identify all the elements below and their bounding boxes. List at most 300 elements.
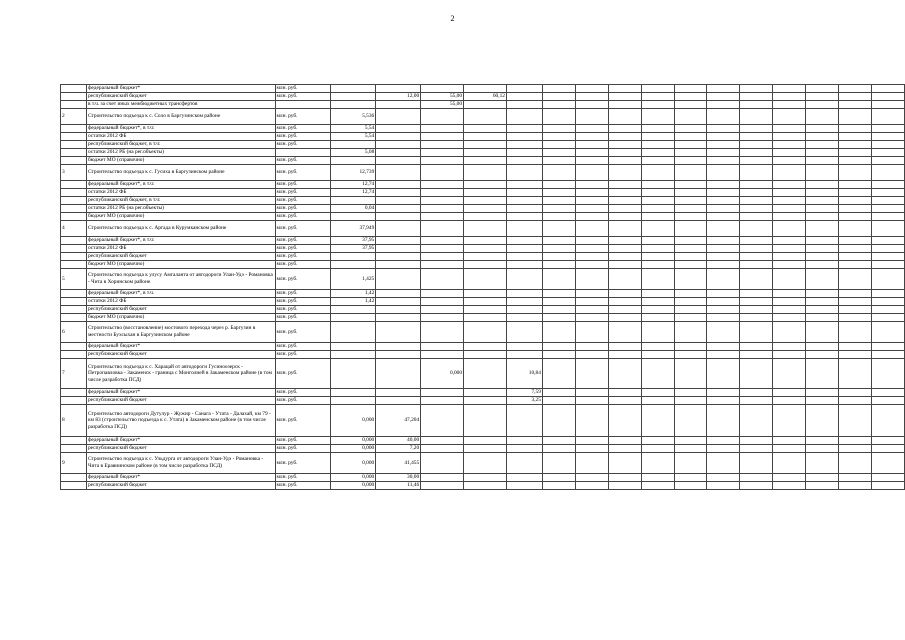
item-name-cell: федеральный бюджет* <box>86 437 275 445</box>
empty-cell <box>871 359 904 389</box>
empty-cell <box>773 474 806 482</box>
value-cell <box>506 165 542 181</box>
empty-cell <box>806 445 839 453</box>
empty-cell <box>575 245 608 253</box>
empty-cell <box>674 93 707 101</box>
unit-cell: млн. руб. <box>275 437 331 445</box>
value-cell <box>464 245 507 253</box>
table-row <box>61 290 905 298</box>
empty-cell <box>674 453 707 474</box>
value-cell <box>506 474 542 482</box>
empty-cell <box>806 149 839 157</box>
item-name-cell: бюджет МО (справочно) <box>86 157 275 165</box>
empty-cell <box>707 221 740 237</box>
empty-cell <box>542 205 575 213</box>
empty-cell <box>542 149 575 157</box>
row-number-cell <box>61 237 87 245</box>
row-number-cell <box>61 85 87 93</box>
value-cell <box>421 343 464 351</box>
table-row <box>61 213 905 221</box>
value-cell <box>376 269 421 290</box>
empty-cell <box>674 157 707 165</box>
empty-cell <box>542 197 575 205</box>
value-cell <box>464 85 507 93</box>
empty-cell <box>806 133 839 141</box>
value-cell <box>376 253 421 261</box>
value-cell <box>464 221 507 237</box>
value-cell <box>421 453 464 474</box>
table-row <box>61 437 905 445</box>
value-cell: 37,949 <box>331 221 376 237</box>
empty-cell <box>641 474 674 482</box>
empty-cell <box>707 445 740 453</box>
value-cell <box>464 189 507 197</box>
empty-cell <box>773 245 806 253</box>
page-number: 2 <box>450 14 455 23</box>
empty-cell <box>641 245 674 253</box>
empty-cell <box>871 141 904 149</box>
empty-cell <box>740 181 773 189</box>
value-cell: 37,95 <box>331 245 376 253</box>
empty-cell <box>542 314 575 322</box>
empty-cell <box>773 205 806 213</box>
empty-cell <box>542 141 575 149</box>
empty-cell <box>740 149 773 157</box>
value-cell <box>506 343 542 351</box>
empty-cell <box>839 322 872 343</box>
empty-cell <box>641 437 674 445</box>
item-name-cell: республиканский бюджет <box>86 445 275 453</box>
empty-cell <box>871 189 904 197</box>
empty-cell <box>608 322 641 343</box>
item-name-cell: Строительство автодороги Дутулур - Жужир - Санага - Утата - Далахай, км 79 - км 83 (строительство подъезда к с. Утата) в Закаменском районе (в том числе разработка ПСД) <box>86 405 275 437</box>
empty-cell <box>707 109 740 125</box>
empty-cell <box>839 125 872 133</box>
empty-cell <box>707 298 740 306</box>
row-number-cell <box>61 298 87 306</box>
empty-cell <box>674 445 707 453</box>
value-cell <box>421 397 464 405</box>
row-number-cell <box>61 213 87 221</box>
item-name-cell: Строительство подъезда к с. Ульдурга от автодороги Улан-Удэ - Романовка - Чита в Еравнинском районе (в том числе разработка ПСД) <box>86 453 275 474</box>
item-name-cell: бюджет МО (справочно) <box>86 261 275 269</box>
value-cell <box>464 343 507 351</box>
empty-cell <box>674 482 707 490</box>
empty-cell <box>542 253 575 261</box>
empty-cell <box>839 109 872 125</box>
table-row <box>61 125 905 133</box>
value-cell <box>464 125 507 133</box>
item-name-cell: остатки 2012 РБ (на рег.объекты) <box>86 205 275 213</box>
empty-cell <box>641 165 674 181</box>
unit-cell: млн. руб. <box>275 269 331 290</box>
value-cell <box>506 149 542 157</box>
value-cell <box>376 213 421 221</box>
empty-cell <box>740 245 773 253</box>
empty-cell <box>839 189 872 197</box>
empty-cell <box>608 290 641 298</box>
empty-cell <box>740 189 773 197</box>
value-cell <box>464 269 507 290</box>
value-cell <box>464 405 507 437</box>
row-number-cell: 8 <box>61 405 87 437</box>
empty-cell <box>871 149 904 157</box>
empty-cell <box>575 141 608 149</box>
unit-cell: млн. руб. <box>275 125 331 133</box>
empty-cell <box>806 269 839 290</box>
unit-cell: млн. руб. <box>275 221 331 237</box>
empty-cell <box>707 245 740 253</box>
value-cell <box>464 141 507 149</box>
empty-cell <box>674 205 707 213</box>
empty-cell <box>674 213 707 221</box>
empty-cell <box>542 165 575 181</box>
value-cell <box>506 453 542 474</box>
empty-cell <box>575 453 608 474</box>
empty-cell <box>641 237 674 245</box>
value-cell <box>331 93 376 101</box>
row-number-cell <box>61 189 87 197</box>
value-cell: 0,000 <box>331 482 376 490</box>
unit-cell: млн. руб. <box>275 93 331 101</box>
empty-cell <box>740 359 773 389</box>
row-number-cell <box>61 290 87 298</box>
table-row <box>61 453 905 474</box>
empty-cell <box>871 165 904 181</box>
empty-cell <box>674 322 707 343</box>
empty-cell <box>871 306 904 314</box>
empty-cell <box>707 269 740 290</box>
item-name-cell: федеральный бюджет*, в т.ч: <box>86 237 275 245</box>
table-row <box>61 181 905 189</box>
value-cell <box>464 205 507 213</box>
value-cell: 12,74 <box>331 189 376 197</box>
empty-cell <box>674 189 707 197</box>
value-cell <box>464 306 507 314</box>
value-cell <box>376 221 421 237</box>
value-cell <box>464 261 507 269</box>
table-row <box>61 298 905 306</box>
value-cell <box>464 359 507 389</box>
empty-cell <box>641 253 674 261</box>
value-cell: 55,00 <box>421 101 464 109</box>
empty-cell <box>839 290 872 298</box>
value-cell <box>421 253 464 261</box>
empty-cell <box>740 237 773 245</box>
unit-cell: млн. руб. <box>275 359 331 389</box>
empty-cell <box>575 389 608 397</box>
empty-cell <box>674 405 707 437</box>
empty-cell <box>839 351 872 359</box>
row-number-cell <box>61 351 87 359</box>
unit-cell: млн. руб. <box>275 453 331 474</box>
empty-cell <box>575 205 608 213</box>
unit-cell: млн. руб. <box>275 322 331 343</box>
value-cell <box>376 109 421 125</box>
empty-cell <box>773 343 806 351</box>
empty-cell <box>575 482 608 490</box>
empty-cell <box>674 397 707 405</box>
empty-cell <box>871 245 904 253</box>
value-cell: 30,00 <box>376 474 421 482</box>
budget-table <box>60 84 905 490</box>
empty-cell <box>839 85 872 93</box>
value-cell: 37,95 <box>331 237 376 245</box>
item-name-cell: республиканский бюджет <box>86 306 275 314</box>
unit-cell <box>275 101 331 109</box>
unit-cell: млн. руб. <box>275 343 331 351</box>
empty-cell <box>608 437 641 445</box>
empty-cell <box>871 322 904 343</box>
empty-cell <box>740 141 773 149</box>
empty-cell <box>575 197 608 205</box>
empty-cell <box>608 397 641 405</box>
empty-cell <box>608 474 641 482</box>
empty-cell <box>542 306 575 314</box>
empty-cell <box>542 261 575 269</box>
empty-cell <box>871 221 904 237</box>
empty-cell <box>542 181 575 189</box>
empty-cell <box>740 157 773 165</box>
value-cell <box>506 245 542 253</box>
item-name-cell: республиканский бюджет <box>86 93 275 101</box>
item-name-cell: федеральный бюджет* <box>86 343 275 351</box>
empty-cell <box>707 125 740 133</box>
empty-cell <box>773 453 806 474</box>
empty-cell <box>806 351 839 359</box>
table-row <box>61 197 905 205</box>
value-cell <box>506 314 542 322</box>
empty-cell <box>641 359 674 389</box>
unit-cell: млн. руб. <box>275 445 331 453</box>
empty-cell <box>575 253 608 261</box>
empty-cell <box>839 306 872 314</box>
empty-cell <box>575 221 608 237</box>
empty-cell <box>707 397 740 405</box>
empty-cell <box>575 189 608 197</box>
row-number-cell <box>61 245 87 253</box>
empty-cell <box>773 290 806 298</box>
empty-cell <box>674 101 707 109</box>
empty-cell <box>707 157 740 165</box>
empty-cell <box>871 474 904 482</box>
empty-cell <box>542 85 575 93</box>
item-name-cell: Строительство подъезда к с. Гусиха в Баргузинском районе <box>86 165 275 181</box>
empty-cell <box>839 405 872 437</box>
value-cell <box>421 314 464 322</box>
item-name-cell: Строительство (восстановление) мостового перехода через р. Баргузин в местности Бухсыхан в Баргузинском районе <box>86 322 275 343</box>
unit-cell: млн. руб. <box>275 213 331 221</box>
empty-cell <box>608 343 641 351</box>
value-cell: 5,54 <box>331 133 376 141</box>
empty-cell <box>773 141 806 149</box>
value-cell <box>464 101 507 109</box>
empty-cell <box>871 213 904 221</box>
empty-cell <box>707 405 740 437</box>
empty-cell <box>806 197 839 205</box>
row-number-cell: 3 <box>61 165 87 181</box>
value-cell: 7,20 <box>376 445 421 453</box>
item-name-cell: федеральный бюджет* <box>86 474 275 482</box>
row-number-cell <box>61 149 87 157</box>
empty-cell <box>542 343 575 351</box>
empty-cell <box>674 298 707 306</box>
empty-cell <box>871 298 904 306</box>
table-row <box>61 205 905 213</box>
empty-cell <box>740 165 773 181</box>
value-cell <box>421 298 464 306</box>
empty-cell <box>773 269 806 290</box>
empty-cell <box>773 165 806 181</box>
empty-cell <box>641 298 674 306</box>
value-cell <box>506 306 542 314</box>
empty-cell <box>806 245 839 253</box>
empty-cell <box>806 93 839 101</box>
empty-cell <box>542 221 575 237</box>
empty-cell <box>575 261 608 269</box>
empty-cell <box>871 85 904 93</box>
value-cell <box>506 109 542 125</box>
value-cell <box>464 474 507 482</box>
empty-cell <box>871 343 904 351</box>
empty-cell <box>806 405 839 437</box>
empty-cell <box>839 101 872 109</box>
row-number-cell: 4 <box>61 221 87 237</box>
empty-cell <box>740 474 773 482</box>
empty-cell <box>707 482 740 490</box>
value-cell <box>421 205 464 213</box>
empty-cell <box>839 237 872 245</box>
empty-cell <box>707 322 740 343</box>
empty-cell <box>773 109 806 125</box>
row-number-cell <box>61 397 87 405</box>
empty-cell <box>674 125 707 133</box>
value-cell <box>421 125 464 133</box>
empty-cell <box>608 351 641 359</box>
empty-cell <box>608 482 641 490</box>
value-cell <box>464 397 507 405</box>
empty-cell <box>871 125 904 133</box>
empty-cell <box>608 261 641 269</box>
empty-cell <box>641 141 674 149</box>
empty-cell <box>641 397 674 405</box>
row-number-cell: 6 <box>61 322 87 343</box>
empty-cell <box>839 253 872 261</box>
row-number-cell: 7 <box>61 359 87 389</box>
empty-cell <box>839 389 872 397</box>
value-cell <box>376 85 421 93</box>
empty-cell <box>641 189 674 197</box>
empty-cell <box>575 351 608 359</box>
empty-cell <box>575 213 608 221</box>
value-cell: 0,04 <box>331 205 376 213</box>
empty-cell <box>707 453 740 474</box>
empty-cell <box>773 157 806 165</box>
value-cell <box>376 125 421 133</box>
value-cell <box>421 149 464 157</box>
empty-cell <box>806 482 839 490</box>
value-cell <box>331 322 376 343</box>
empty-cell <box>707 314 740 322</box>
value-cell <box>464 165 507 181</box>
row-number-cell <box>61 101 87 109</box>
empty-cell <box>773 125 806 133</box>
empty-cell <box>806 389 839 397</box>
empty-cell <box>542 482 575 490</box>
empty-cell <box>839 213 872 221</box>
value-cell <box>464 314 507 322</box>
value-cell <box>331 141 376 149</box>
row-number-cell <box>61 141 87 149</box>
empty-cell <box>707 149 740 157</box>
empty-cell <box>806 298 839 306</box>
empty-cell <box>839 343 872 351</box>
empty-cell <box>674 253 707 261</box>
value-cell <box>376 165 421 181</box>
empty-cell <box>806 359 839 389</box>
empty-cell <box>806 322 839 343</box>
value-cell <box>421 109 464 125</box>
empty-cell <box>740 314 773 322</box>
empty-cell <box>740 306 773 314</box>
empty-cell <box>641 269 674 290</box>
empty-cell <box>773 237 806 245</box>
empty-cell <box>839 474 872 482</box>
value-cell <box>506 205 542 213</box>
empty-cell <box>773 261 806 269</box>
value-cell: 0,000 <box>331 437 376 445</box>
empty-cell <box>641 314 674 322</box>
empty-cell <box>871 181 904 189</box>
table-row <box>61 165 905 181</box>
empty-cell <box>773 213 806 221</box>
value-cell <box>421 133 464 141</box>
value-cell: 1,42 <box>331 290 376 298</box>
table-row <box>61 405 905 437</box>
table-row <box>61 482 905 490</box>
empty-cell <box>674 237 707 245</box>
value-cell <box>376 133 421 141</box>
empty-cell <box>871 351 904 359</box>
empty-cell <box>641 197 674 205</box>
empty-cell <box>871 269 904 290</box>
value-cell <box>506 482 542 490</box>
value-cell <box>376 141 421 149</box>
item-name-cell: Строительство подъезда к улусу Амгаланта от автодороги Улан-Удэ - Романовка - Чита в Хоринском районе <box>86 269 275 290</box>
value-cell <box>331 314 376 322</box>
value-cell <box>464 351 507 359</box>
empty-cell <box>707 181 740 189</box>
table-row <box>61 314 905 322</box>
empty-cell <box>740 269 773 290</box>
unit-cell: млн. руб. <box>275 109 331 125</box>
empty-cell <box>641 290 674 298</box>
item-name-cell: федеральный бюджет* <box>86 85 275 93</box>
row-number-cell <box>61 314 87 322</box>
unit-cell: млн. руб. <box>275 261 331 269</box>
value-cell <box>376 157 421 165</box>
empty-cell <box>740 389 773 397</box>
empty-cell <box>740 109 773 125</box>
value-cell: 5,536 <box>331 109 376 125</box>
empty-cell <box>542 453 575 474</box>
value-cell <box>464 389 507 397</box>
empty-cell <box>575 445 608 453</box>
row-number-cell <box>61 389 87 397</box>
item-name-cell: федеральный бюджет*, в т.ч: <box>86 181 275 189</box>
empty-cell <box>707 306 740 314</box>
value-cell: 0,000 <box>331 474 376 482</box>
